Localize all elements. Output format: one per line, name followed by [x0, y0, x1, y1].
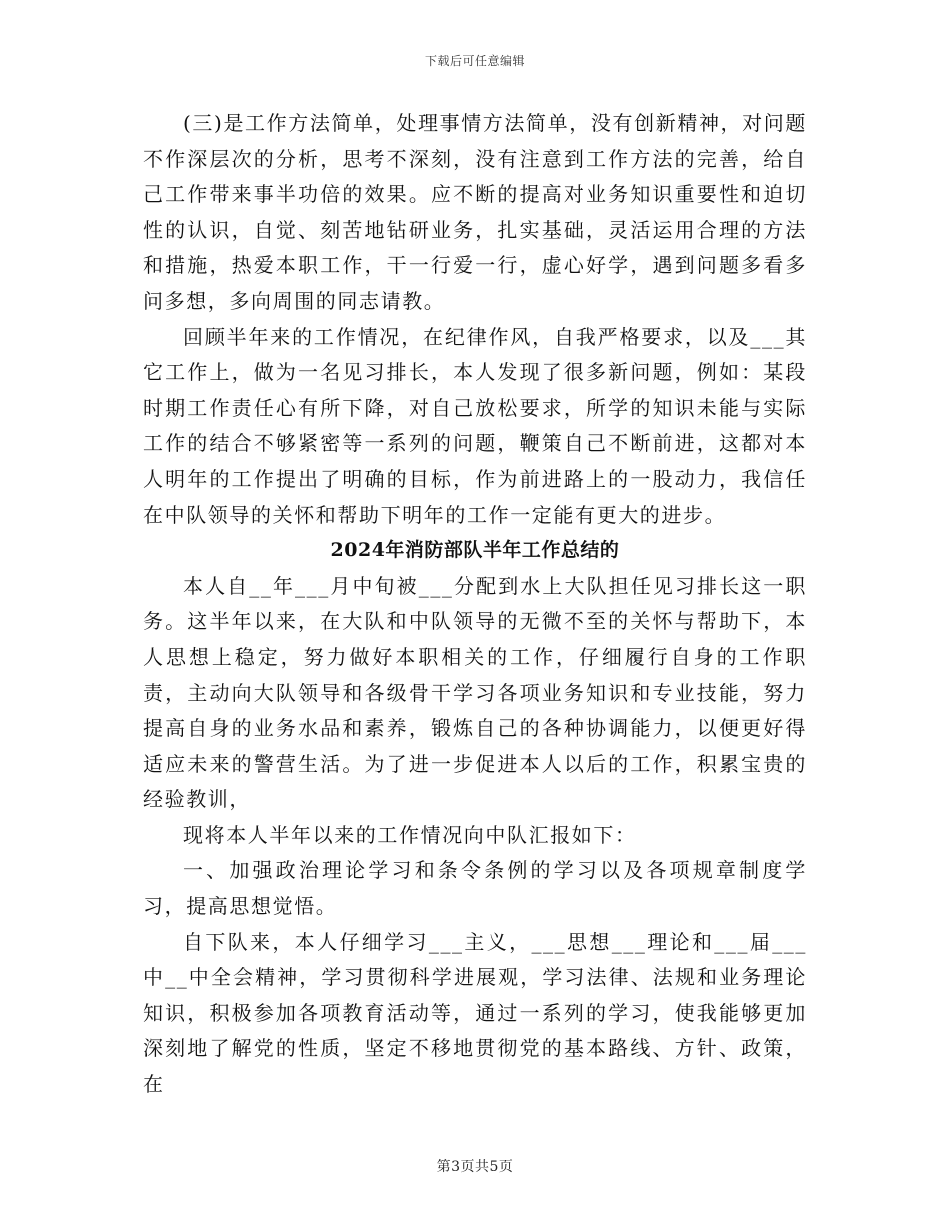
paragraph: 自下队来，本人仔细学习___主义，___思想___理论和___届___中__中全会精神，学习贯彻科学进展观，学习法律、法规和业务理论知识，积极参加各项教育活动等，通过一系列的学习，使我能够更加深刻地了解党的性质，坚定不移地贯彻党的基本路线、方针、政策，在 — [143, 929, 807, 1097]
paragraph: (三)是工作方法简单，处理事情方法简单，没有创新精神，对问题不作深层次的分析，思考不深刻，没有注意到工作方法的完善，给自己工作带来事半功倍的效果。应不断的提高对业务知识重要性和迫切性的认识，自觉、刻苦地钻研业务，扎实基础，灵活运用合理的方法和措施，热爱本职工作，干一行爱一行，虚心好学，遇到问题多看多问多想，多向周围的同志请教。 — [143, 111, 807, 313]
document-body — [143, 106, 807, 1103]
section-title: 2024年消防部队半年工作总结的 — [330, 539, 620, 562]
page-header-note: 下载后可任意编辑 — [424, 54, 525, 68]
paragraph: 现将本人半年以来的工作情况向中队汇报如下： — [183, 822, 637, 847]
paragraph: 一、加强政治理论学习和条令条例的学习以及各项规章制度学习，提高思想觉悟。 — [143, 858, 807, 919]
page-number: 第3页共5页 — [436, 1159, 514, 1175]
paragraph: 回顾半年来的工作情况，在纪律作风，自我严格要求，以及___其它工作上，做为一名见习排长，本人发现了很多新问题，例如：某段时期工作责任心有所下降，对自己放松要求，所学的知识未能与实际工作的结合不够紧密等一系列的问题，鞭策自己不断前进，这都对本人明年的工作提出了明确的目标，作为前进路上的一股动力，我信任在中队领导的关怀和帮助下明年的工作一定能有更大的进步。 — [143, 324, 807, 527]
paragraph: 本人自__年___月中旬被___分配到水上大队担任见习排长这一职务。这半年以来，在大队和中队领导的无微不至的关怀与帮助下，本人思想上稳定，努力做好本职相关的工作，仔细履行自身的工作职责，主动向大队领导和各级骨干学习各项业务知识和专业技能，努力提高自身的业务水品和素养，锻炼自己的各种协调能力，以便更好得适应未来的警营生活。为了进一步促进本人以后的工作，积累宝贵的经验教训， — [143, 573, 807, 812]
